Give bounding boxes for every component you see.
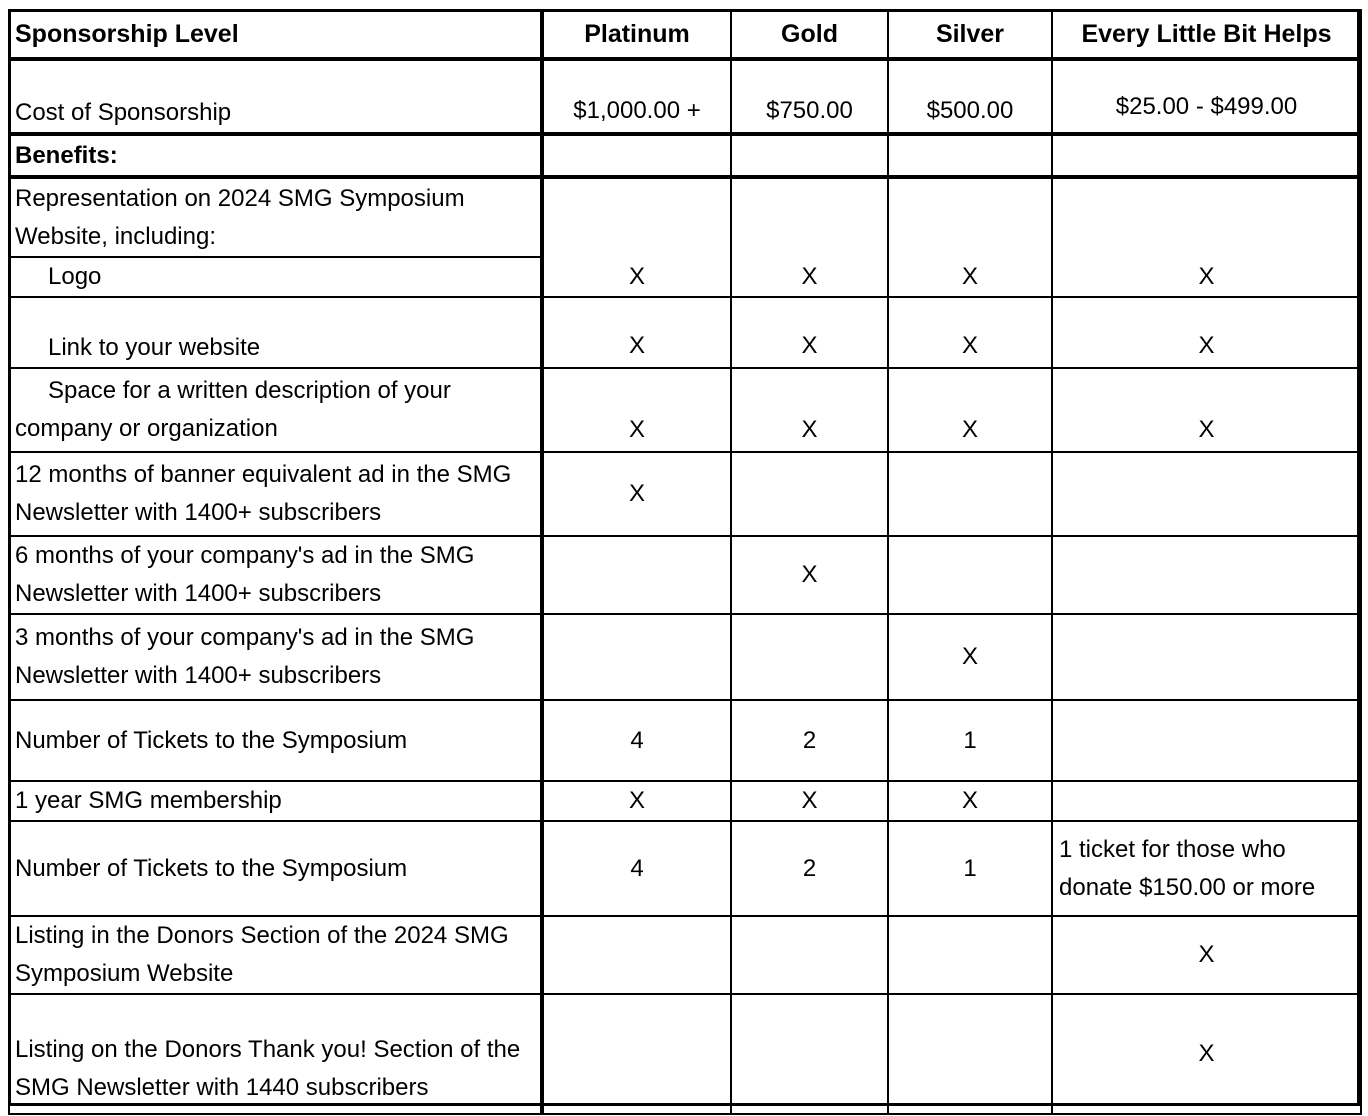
benefit-row bbox=[9, 536, 1361, 614]
benefits-cell-silver bbox=[888, 134, 1052, 177]
benefit-value bbox=[1052, 700, 1361, 781]
benefit-value bbox=[1052, 781, 1361, 821]
benefit-value: X bbox=[731, 257, 888, 297]
benefit-row bbox=[9, 916, 1361, 994]
benefit-value: X bbox=[731, 368, 888, 452]
benefit-row bbox=[9, 177, 1361, 257]
benefit-label: 1 year SMG membership bbox=[9, 781, 542, 821]
cost-silver: $500.00 bbox=[888, 59, 1052, 134]
benefit-value: 2 bbox=[731, 821, 888, 916]
benefit-value: X bbox=[731, 781, 888, 821]
benefit-row bbox=[9, 700, 1361, 781]
benefit-value bbox=[888, 916, 1052, 994]
benefit-row bbox=[9, 257, 1361, 297]
benefit-value: X bbox=[888, 368, 1052, 452]
benefit-value: X bbox=[542, 257, 731, 297]
benefit-row bbox=[9, 781, 1361, 821]
level-gold: Gold bbox=[731, 10, 888, 59]
benefit-value: X bbox=[542, 297, 731, 368]
benefit-value: 1 bbox=[888, 821, 1052, 916]
sponsorship-table bbox=[8, 9, 1362, 1115]
benefit-label: Listing in the Donors Section of the 2024 SMG Symposium Website bbox=[9, 916, 542, 994]
cost-label: Cost of Sponsorship bbox=[9, 59, 542, 134]
benefit-value: X bbox=[888, 257, 1052, 297]
benefit-label: Link to your website bbox=[9, 297, 542, 368]
benefit-label: Logo bbox=[9, 257, 542, 297]
cost-every-little-bit-helps: $25.00 - $499.00 bbox=[1052, 59, 1361, 134]
benefit-value bbox=[731, 614, 888, 700]
benefit-value bbox=[731, 452, 888, 536]
benefit-value bbox=[1052, 536, 1361, 614]
benefit-label: 12 months of banner equivalent ad in the SMG Newsletter with 1400+ subscribers bbox=[9, 452, 542, 536]
benefit-value bbox=[1052, 177, 1361, 257]
benefit-label: Listing on the Donors Thank you! Section of the SMG Newsletter with 1440 subscribers bbox=[9, 994, 542, 1114]
benefit-row bbox=[9, 614, 1361, 700]
benefits-label: Benefits: bbox=[9, 134, 542, 177]
benefit-label: 3 months of your company's ad in the SMG Newsletter with 1400+ subscribers bbox=[9, 614, 542, 700]
benefit-value: X bbox=[888, 614, 1052, 700]
benefit-value bbox=[888, 994, 1052, 1114]
benefit-value bbox=[542, 994, 731, 1114]
benefit-value bbox=[888, 536, 1052, 614]
benefit-value: X bbox=[542, 452, 731, 536]
benefit-value: X bbox=[542, 368, 731, 452]
benefits-header-row bbox=[9, 134, 1361, 177]
benefit-value bbox=[888, 452, 1052, 536]
benefit-value: X bbox=[1052, 994, 1361, 1114]
level-platinum: Platinum bbox=[542, 10, 731, 59]
benefits-cell-every-little-bit-helps bbox=[1052, 134, 1361, 177]
benefit-value bbox=[542, 536, 731, 614]
benefits-cell-platinum bbox=[542, 134, 731, 177]
benefit-label: Representation on 2024 SMG Symposium Website, including: bbox=[9, 177, 542, 257]
benefit-value bbox=[1052, 614, 1361, 700]
header-row bbox=[9, 10, 1361, 59]
benefit-row bbox=[9, 452, 1361, 536]
cost-platinum: $1,000.00 + bbox=[542, 59, 731, 134]
benefit-value: X bbox=[888, 297, 1052, 368]
benefit-row bbox=[9, 297, 1361, 368]
benefit-value: X bbox=[1052, 916, 1361, 994]
benefit-value bbox=[731, 994, 888, 1114]
benefit-value bbox=[888, 177, 1052, 257]
benefit-label: 6 months of your company's ad in the SMG Newsletter with 1400+ subscribers bbox=[9, 536, 542, 614]
benefit-value: X bbox=[731, 297, 888, 368]
benefit-value: 4 bbox=[542, 821, 731, 916]
benefit-value: 2 bbox=[731, 700, 888, 781]
benefit-value: X bbox=[1052, 368, 1361, 452]
cost-row bbox=[9, 59, 1361, 134]
benefit-row bbox=[9, 994, 1361, 1114]
benefit-value: 4 bbox=[542, 700, 731, 781]
benefit-value bbox=[731, 916, 888, 994]
sponsorship-level-label: Sponsorship Level bbox=[9, 10, 542, 59]
benefit-label: Number of Tickets to the Symposium bbox=[9, 700, 542, 781]
benefit-row bbox=[9, 821, 1361, 916]
benefit-value: 1 ticket for those who donate $150.00 or more bbox=[1052, 821, 1361, 916]
benefit-label: Space for a written description of your company or organization bbox=[9, 368, 542, 452]
benefit-value: X bbox=[888, 781, 1052, 821]
level-silver: Silver bbox=[888, 10, 1052, 59]
benefit-value bbox=[1052, 452, 1361, 536]
benefit-value: 1 bbox=[888, 700, 1052, 781]
benefit-value bbox=[542, 916, 731, 994]
benefit-value bbox=[542, 614, 731, 700]
benefit-value: X bbox=[542, 781, 731, 821]
benefit-value bbox=[542, 177, 731, 257]
benefit-row bbox=[9, 368, 1361, 452]
benefit-value bbox=[731, 177, 888, 257]
level-every-little-bit-helps: Every Little Bit Helps bbox=[1052, 10, 1361, 59]
cost-gold: $750.00 bbox=[731, 59, 888, 134]
benefit-value: X bbox=[731, 536, 888, 614]
benefits-cell-gold bbox=[731, 134, 888, 177]
benefit-value: X bbox=[1052, 297, 1361, 368]
benefit-value: X bbox=[1052, 257, 1361, 297]
benefit-label: Number of Tickets to the Symposium bbox=[9, 821, 542, 916]
